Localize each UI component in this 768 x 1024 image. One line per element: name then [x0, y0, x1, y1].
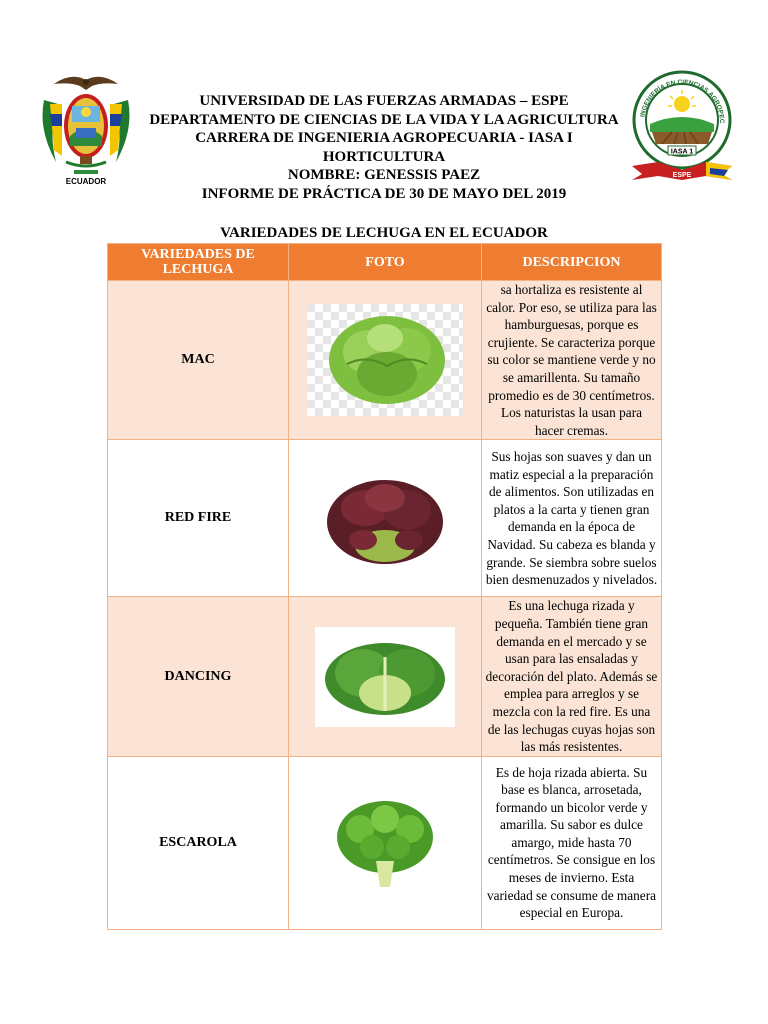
- escarola-lettuce-photo: [330, 791, 440, 895]
- dancing-lettuce-photo: [315, 627, 455, 727]
- variety-photo-cell: [289, 440, 482, 597]
- variety-description: Es una lechuga rizada y pequeña. También tiene gran demanda en el mercado y se usan para las ensaladas y decoración del plato. Además se emplea para arreglos y se mezcla con la red fire. Es una de las lechugas cuyas hojas son las más resistentes.: [482, 597, 662, 756]
- document-header: [140, 92, 628, 204]
- seal-ribbon-text: ESPE: [672, 172, 692, 179]
- mac-lettuce-photo: [307, 304, 463, 416]
- variety-name: MAC: [108, 281, 289, 440]
- career-name: CARRERA DE INGENIERIA AGROPECUARIA - IASA I: [195, 130, 573, 147]
- variety-description: sa hortaliza es resistente al calor. Por eso, se utiliza para las hamburguesas, porque es crujiente. Se caracteriza porque su color se mantiene verde y no se amarillenta. Su tamaño promedio es de 30 centímetros. Los naturistas la usan para hacer cremas.: [482, 281, 662, 440]
- variety-photo-cell: [289, 597, 482, 756]
- ecuador-caption: ECUADOR: [65, 177, 107, 186]
- report-title: INFORME DE PRÁCTICA DE 30 DE MAYO DEL 2019: [201, 185, 567, 202]
- table-row: [108, 756, 662, 929]
- lettuce-varieties-table: [107, 243, 662, 930]
- header-varieties: VARIEDADES DE LECHUGA: [108, 244, 289, 281]
- ecuador-coat-of-arms-logo: [36, 70, 136, 188]
- iasa-seal-logo: [628, 66, 736, 182]
- variety-name: ESCAROLA: [108, 756, 289, 929]
- university-name: UNIVERSIDAD DE LAS FUERZAS ARMADAS – ESPE: [199, 93, 569, 109]
- table-row: [108, 440, 662, 597]
- red-fire-lettuce-photo: [323, 464, 447, 572]
- variety-photo-cell: [289, 281, 482, 440]
- header-photo: FOTO: [289, 244, 482, 281]
- variety-name: RED FIRE: [108, 440, 289, 597]
- variety-description: Sus hojas son suaves y dan un matiz especial a la preparación de alimentos. Son utilizadas en platos a la carta y tienen gran demanda en la época de Navidad. Su cabeza es blanda y grande. Se siembra sobre suelos bien desmenuzados y nivelados.: [482, 440, 662, 597]
- variety-name: DANCING: [108, 597, 289, 756]
- table-header-row: [108, 244, 662, 281]
- seal-ring-text: INGENIERÍA EN CIENCIAS AGROPEC: [639, 78, 726, 124]
- department-name: DEPARTAMENTO DE CIENCIAS DE LA VIDA Y LA AGRICULTURA: [149, 111, 619, 128]
- table-row: [108, 597, 662, 756]
- student-name: NOMBRE: GENESSIS PAEZ: [287, 167, 481, 184]
- seal-band-text: IASA 1: [670, 148, 694, 156]
- header-description: DESCRIPCION: [482, 244, 662, 281]
- variety-photo-cell: [289, 756, 482, 929]
- variety-description: Es de hoja rizada abierta. Su base es blanca, arrosetada, formando un bicolor verde y amarilla. Su sabor es dulce amargo, mide hasta 70 centímetros. Se consigue en los meses de invierno. Esta variedad se consume de manera especial en Europa.: [482, 756, 662, 929]
- table-row: [108, 281, 662, 440]
- course-name: HORTICULTURA: [322, 148, 446, 165]
- table-title: VARIEDADES DE LECHUGA EN EL ECUADOR: [220, 225, 548, 241]
